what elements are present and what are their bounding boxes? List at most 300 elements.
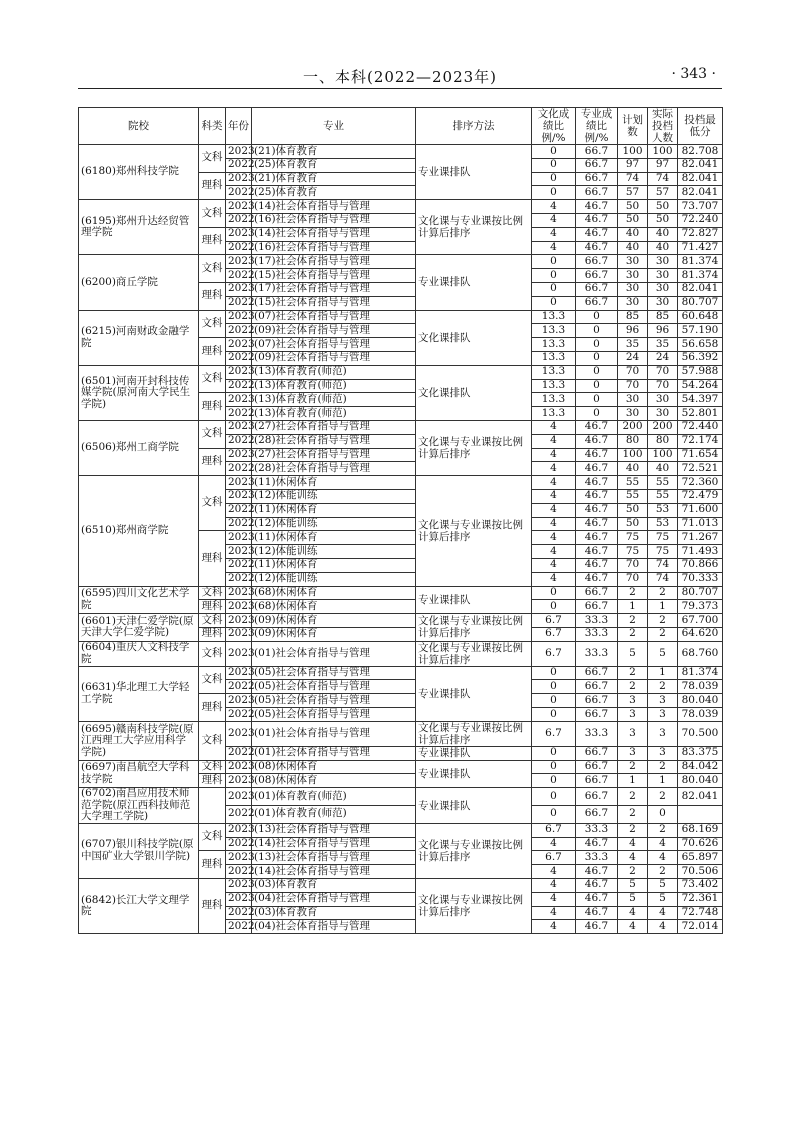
plan-count-cell: 97 <box>618 158 648 172</box>
major-ratio-cell: 66.7 <box>576 760 618 774</box>
actual-count-cell: 53 <box>648 517 678 531</box>
actual-count-cell: 75 <box>648 545 678 559</box>
year-cell: 2022 <box>226 572 252 586</box>
col-header-category: 科类 <box>199 108 226 145</box>
actual-count-cell: 35 <box>648 338 678 352</box>
min-score-cell: 72.014 <box>678 920 723 934</box>
sort-method-cell: 文化课与专业课按比例计算后排序 <box>416 476 532 586</box>
school-name-cell: (6631)华北理工大学轻工学院 <box>79 666 199 721</box>
category-cell: 理科 <box>199 774 226 788</box>
min-score-cell: 72.521 <box>678 462 723 476</box>
major-ratio-cell: 46.7 <box>576 462 618 476</box>
plan-count-cell: 80 <box>618 434 648 448</box>
school-name-cell: (6595)四川文化艺术学院 <box>79 586 199 614</box>
major-ratio-cell: 46.7 <box>576 837 618 851</box>
actual-count-cell: 57 <box>648 186 678 200</box>
header-rule <box>78 88 722 89</box>
year-cell: 2022 <box>226 462 252 476</box>
culture-ratio-cell: 4 <box>532 906 576 920</box>
actual-count-cell: 80 <box>648 434 678 448</box>
major-cell: (14)社会体育指导与管理 <box>252 200 416 214</box>
year-cell: 2023 <box>226 641 252 666</box>
min-score-cell: 71.493 <box>678 545 723 559</box>
min-score-cell: 72.827 <box>678 227 723 241</box>
category-cell: 理科 <box>199 393 226 421</box>
major-ratio-cell: 46.7 <box>576 892 618 906</box>
category-cell: 文科 <box>199 721 226 760</box>
year-cell: 2022 <box>226 434 252 448</box>
major-ratio-cell: 66.7 <box>576 296 618 310</box>
actual-count-cell: 4 <box>648 906 678 920</box>
major-ratio-cell: 46.7 <box>576 865 618 879</box>
actual-count-cell: 74 <box>648 172 678 186</box>
major-cell: (09)休闲体育 <box>252 614 416 628</box>
plan-count-cell: 40 <box>618 227 648 241</box>
year-cell: 2022 <box>226 517 252 531</box>
category-cell: 文科 <box>199 200 226 228</box>
sort-method-cell: 专业课排队 <box>416 746 532 760</box>
plan-count-cell: 2 <box>618 806 648 824</box>
actual-count-cell: 30 <box>648 282 678 296</box>
category-cell <box>199 788 226 824</box>
school-name-cell: (6215)河南财政金融学院 <box>79 310 199 365</box>
year-cell: 2023 <box>226 365 252 379</box>
actual-count-cell: 40 <box>648 462 678 476</box>
culture-ratio-cell: 4 <box>532 572 576 586</box>
min-score-cell: 82.041 <box>678 788 723 806</box>
major-cell: (13)体育教育(师范) <box>252 393 416 407</box>
min-score-cell: 72.174 <box>678 434 723 448</box>
min-score-cell: 57.988 <box>678 365 723 379</box>
min-score-cell: 73.402 <box>678 878 723 892</box>
min-score-cell: 70.500 <box>678 721 723 746</box>
actual-count-cell: 5 <box>648 641 678 666</box>
actual-count-cell: 3 <box>648 721 678 746</box>
culture-ratio-cell: 4 <box>532 227 576 241</box>
category-cell: 文科 <box>199 760 226 774</box>
major-cell: (12)体能训练 <box>252 489 416 503</box>
culture-ratio-cell: 0 <box>532 788 576 806</box>
major-ratio-cell: 66.7 <box>576 788 618 806</box>
major-cell: (08)休闲体育 <box>252 760 416 774</box>
major-ratio-cell: 46.7 <box>576 489 618 503</box>
actual-count-cell: 2 <box>648 788 678 806</box>
table-row <box>79 586 723 600</box>
major-cell: (14)社会体育指导与管理 <box>252 865 416 879</box>
min-score-cell: 80.707 <box>678 296 723 310</box>
plan-count-cell: 5 <box>618 878 648 892</box>
min-score-cell: 81.374 <box>678 255 723 269</box>
year-cell: 2023 <box>226 255 252 269</box>
major-ratio-cell: 46.7 <box>576 531 618 545</box>
actual-count-cell: 85 <box>648 310 678 324</box>
actual-count-cell: 2 <box>648 614 678 628</box>
min-score-cell: 82.041 <box>678 158 723 172</box>
actual-count-cell: 30 <box>648 255 678 269</box>
actual-count-cell: 24 <box>648 351 678 365</box>
min-score-cell: 78.039 <box>678 708 723 722</box>
actual-count-cell: 3 <box>648 708 678 722</box>
actual-count-cell: 55 <box>648 476 678 490</box>
plan-count-cell: 74 <box>618 172 648 186</box>
year-cell: 2023 <box>226 420 252 434</box>
year-cell: 2022 <box>226 296 252 310</box>
culture-ratio-cell: 4 <box>532 878 576 892</box>
major-cell: (09)社会体育指导与管理 <box>252 324 416 338</box>
plan-count-cell: 55 <box>618 489 648 503</box>
major-cell: (05)社会体育指导与管理 <box>252 680 416 694</box>
major-cell: (11)休闲体育 <box>252 531 416 545</box>
year-cell: 2023 <box>226 476 252 490</box>
plan-count-cell: 2 <box>618 865 648 879</box>
culture-ratio-cell: 4 <box>532 241 576 255</box>
category-cell: 文科 <box>199 255 226 283</box>
major-cell: (05)社会体育指导与管理 <box>252 694 416 708</box>
table-row <box>79 878 723 892</box>
min-score-cell: 73.707 <box>678 200 723 214</box>
actual-count-cell: 1 <box>648 774 678 788</box>
major-ratio-cell: 46.7 <box>576 545 618 559</box>
min-score-cell: 83.375 <box>678 746 723 760</box>
actual-count-cell: 2 <box>648 760 678 774</box>
year-cell: 2022 <box>226 324 252 338</box>
major-ratio-cell: 66.7 <box>576 186 618 200</box>
col-header-plan: 计划数 <box>618 108 648 145</box>
actual-count-cell: 30 <box>648 393 678 407</box>
plan-count-cell: 3 <box>618 694 648 708</box>
actual-count-cell: 55 <box>648 489 678 503</box>
culture-ratio-cell: 0 <box>532 269 576 283</box>
major-cell: (13)体育教育(师范) <box>252 407 416 421</box>
plan-count-cell: 57 <box>618 186 648 200</box>
plan-count-cell: 3 <box>618 708 648 722</box>
major-cell: (05)社会体育指导与管理 <box>252 708 416 722</box>
year-cell: 2023 <box>226 172 252 186</box>
school-name-cell: (6510)郑州商学院 <box>79 476 199 586</box>
plan-count-cell: 30 <box>618 282 648 296</box>
page-title: 一、本科(2022—2023年) <box>302 68 498 86</box>
category-cell: 文科 <box>199 420 226 448</box>
culture-ratio-cell: 4 <box>532 489 576 503</box>
table-row <box>79 641 723 666</box>
major-ratio-cell: 66.7 <box>576 774 618 788</box>
major-cell: (28)社会体育指导与管理 <box>252 434 416 448</box>
min-score-cell: 52.801 <box>678 407 723 421</box>
sort-method-cell: 文化课排队 <box>416 365 532 420</box>
plan-count-cell: 30 <box>618 255 648 269</box>
category-cell: 文科 <box>199 365 226 393</box>
major-cell: (25)体育教育 <box>252 186 416 200</box>
major-cell: (07)社会体育指导与管理 <box>252 310 416 324</box>
major-cell: (01)社会体育指导与管理 <box>252 746 416 760</box>
col-header-year: 年份 <box>226 108 252 145</box>
year-cell: 2022 <box>226 186 252 200</box>
category-cell: 理科 <box>199 531 226 586</box>
min-score-cell: 72.748 <box>678 906 723 920</box>
plan-count-cell: 96 <box>618 324 648 338</box>
actual-count-cell: 30 <box>648 407 678 421</box>
major-cell: (03)体育教育 <box>252 906 416 920</box>
min-score-cell: 72.360 <box>678 476 723 490</box>
category-cell: 文科 <box>199 641 226 666</box>
plan-count-cell: 4 <box>618 906 648 920</box>
plan-count-cell: 50 <box>618 503 648 517</box>
min-score-cell: 71.600 <box>678 503 723 517</box>
culture-ratio-cell: 4 <box>532 420 576 434</box>
col-header-major: 专业 <box>252 108 416 145</box>
major-ratio-cell: 46.7 <box>576 920 618 934</box>
year-cell: 2023 <box>226 489 252 503</box>
category-cell: 理科 <box>199 694 226 722</box>
major-ratio-cell: 46.7 <box>576 434 618 448</box>
year-cell: 2023 <box>226 586 252 600</box>
year-cell: 2023 <box>226 200 252 214</box>
school-name-cell: (6697)南昌航空大学科技学院 <box>79 760 199 788</box>
culture-ratio-cell: 13.3 <box>532 365 576 379</box>
table-row <box>79 365 723 379</box>
major-ratio-cell: 66.7 <box>576 806 618 824</box>
year-cell: 2023 <box>226 760 252 774</box>
min-score-cell: 72.479 <box>678 489 723 503</box>
actual-count-cell: 40 <box>648 241 678 255</box>
plan-count-cell: 3 <box>618 721 648 746</box>
major-cell: (09)社会体育指导与管理 <box>252 351 416 365</box>
major-cell: (11)休闲体育 <box>252 476 416 490</box>
actual-count-cell: 2 <box>648 680 678 694</box>
culture-ratio-cell: 0 <box>532 680 576 694</box>
culture-ratio-cell: 6.7 <box>532 823 576 837</box>
actual-count-cell: 2 <box>648 586 678 600</box>
plan-count-cell: 2 <box>618 586 648 600</box>
sort-method-cell: 文化课与专业课按比例计算后排序 <box>416 200 532 255</box>
plan-count-cell: 40 <box>618 462 648 476</box>
category-cell: 文科 <box>199 614 226 628</box>
school-name-cell: (6702)南昌应用技术师范学院(原江西科技师范大学理工学院) <box>79 788 199 824</box>
actual-count-cell: 200 <box>648 420 678 434</box>
major-cell: (01)社会体育指导与管理 <box>252 721 416 746</box>
min-score-cell: 80.040 <box>678 694 723 708</box>
major-cell: (12)体能训练 <box>252 517 416 531</box>
actual-count-cell: 50 <box>648 213 678 227</box>
category-cell: 理科 <box>199 627 226 641</box>
major-cell: (11)休闲体育 <box>252 558 416 572</box>
major-ratio-cell: 46.7 <box>576 878 618 892</box>
plan-count-cell: 30 <box>618 407 648 421</box>
culture-ratio-cell: 6.7 <box>532 627 576 641</box>
major-cell: (01)体育教育(师范) <box>252 806 416 824</box>
actual-count-cell: 75 <box>648 531 678 545</box>
culture-ratio-cell: 13.3 <box>532 310 576 324</box>
actual-count-cell: 0 <box>648 806 678 824</box>
category-cell: 理科 <box>199 851 226 879</box>
category-cell: 文科 <box>199 310 226 338</box>
actual-count-cell: 5 <box>648 878 678 892</box>
major-cell: (25)体育教育 <box>252 158 416 172</box>
major-ratio-cell: 33.3 <box>576 851 618 865</box>
year-cell: 2023 <box>226 878 252 892</box>
year-cell: 2023 <box>226 614 252 628</box>
plan-count-cell: 100 <box>618 145 648 159</box>
major-ratio-cell: 0 <box>576 338 618 352</box>
major-ratio-cell: 46.7 <box>576 476 618 490</box>
school-name-cell: (6695)赣南科技学院(原江西理工大学应用科学学院) <box>79 721 199 760</box>
culture-ratio-cell: 4 <box>532 545 576 559</box>
actual-count-cell: 100 <box>648 448 678 462</box>
culture-ratio-cell: 6.7 <box>532 721 576 746</box>
min-score-cell: 67.700 <box>678 614 723 628</box>
year-cell: 2022 <box>226 906 252 920</box>
major-cell: (09)休闲体育 <box>252 627 416 641</box>
sort-method-cell: 文化课与专业课按比例计算后排序 <box>416 721 532 746</box>
sort-method-cell: 专业课排队 <box>416 760 532 788</box>
actual-count-cell: 30 <box>648 296 678 310</box>
category-cell: 文科 <box>199 666 226 694</box>
sort-method-cell: 文化课与专业课按比例计算后排序 <box>416 878 532 933</box>
plan-count-cell: 5 <box>618 641 648 666</box>
plan-count-cell: 100 <box>618 448 648 462</box>
min-score-cell: 65.897 <box>678 851 723 865</box>
major-cell: (21)体育教育 <box>252 172 416 186</box>
culture-ratio-cell: 4 <box>532 213 576 227</box>
major-ratio-cell: 46.7 <box>576 906 618 920</box>
table-row <box>79 788 723 806</box>
school-name-cell: (6601)天津仁爱学院(原天津大学仁爱学院) <box>79 614 199 642</box>
table-row <box>79 310 723 324</box>
major-ratio-cell: 46.7 <box>576 448 618 462</box>
category-cell: 理科 <box>199 448 226 476</box>
culture-ratio-cell: 4 <box>532 892 576 906</box>
year-cell: 2022 <box>226 351 252 365</box>
year-cell: 2022 <box>226 269 252 283</box>
plan-count-cell: 85 <box>618 310 648 324</box>
actual-count-cell: 4 <box>648 920 678 934</box>
year-cell: 2023 <box>226 627 252 641</box>
major-ratio-cell: 33.3 <box>576 721 618 746</box>
actual-count-cell: 70 <box>648 379 678 393</box>
min-score-cell: 80.040 <box>678 774 723 788</box>
major-ratio-cell: 66.7 <box>576 694 618 708</box>
plan-count-cell: 3 <box>618 746 648 760</box>
major-ratio-cell: 46.7 <box>576 503 618 517</box>
year-cell: 2022 <box>226 837 252 851</box>
sort-method-cell: 专业课排队 <box>416 666 532 721</box>
culture-ratio-cell: 13.3 <box>532 407 576 421</box>
major-cell: (17)社会体育指导与管理 <box>252 255 416 269</box>
table-row <box>79 145 723 159</box>
plan-count-cell: 35 <box>618 338 648 352</box>
plan-count-cell: 2 <box>618 788 648 806</box>
major-ratio-cell: 66.7 <box>576 666 618 680</box>
plan-count-cell: 4 <box>618 920 648 934</box>
culture-ratio-cell: 0 <box>532 172 576 186</box>
sort-method-cell: 文化课与专业课按比例计算后排序 <box>416 420 532 475</box>
sort-method-cell: 文化课与专业课按比例计算后排序 <box>416 823 532 878</box>
year-cell: 2023 <box>226 823 252 837</box>
year-cell: 2023 <box>226 721 252 746</box>
major-ratio-cell: 0 <box>576 379 618 393</box>
major-ratio-cell: 33.3 <box>576 823 618 837</box>
year-cell: 2023 <box>226 545 252 559</box>
plan-count-cell: 70 <box>618 572 648 586</box>
plan-count-cell: 30 <box>618 296 648 310</box>
culture-ratio-cell: 0 <box>532 774 576 788</box>
major-cell: (05)社会体育指导与管理 <box>252 666 416 680</box>
actual-count-cell: 100 <box>648 145 678 159</box>
school-name-cell: (6707)银川科技学院(原中国矿业大学银川学院) <box>79 823 199 878</box>
culture-ratio-cell: 13.3 <box>532 351 576 365</box>
year-cell: 2022 <box>226 407 252 421</box>
year-cell: 2023 <box>226 227 252 241</box>
sort-method-cell: 专业课排队 <box>416 586 532 614</box>
culture-ratio-cell: 6.7 <box>532 851 576 865</box>
school-name-cell: (6180)郑州科技学院 <box>79 145 199 200</box>
min-score-cell: 54.397 <box>678 393 723 407</box>
min-score-cell: 72.240 <box>678 213 723 227</box>
culture-ratio-cell: 4 <box>532 558 576 572</box>
major-cell: (14)社会体育指导与管理 <box>252 227 416 241</box>
year-cell: 2022 <box>226 379 252 393</box>
actual-count-cell: 2 <box>648 627 678 641</box>
col-header-method: 排序方法 <box>416 108 532 145</box>
year-cell: 2022 <box>226 241 252 255</box>
major-cell: (12)体能训练 <box>252 545 416 559</box>
major-ratio-cell: 46.7 <box>576 420 618 434</box>
culture-ratio-cell: 4 <box>532 531 576 545</box>
major-ratio-cell: 0 <box>576 365 618 379</box>
actual-count-cell: 1 <box>648 600 678 614</box>
page-number: · 343 · <box>671 66 716 82</box>
school-name-cell: (6506)郑州工商学院 <box>79 420 199 475</box>
category-cell: 文科 <box>199 823 226 851</box>
min-score-cell: 84.042 <box>678 760 723 774</box>
table-header-row <box>79 108 723 145</box>
culture-ratio-cell: 0 <box>532 586 576 600</box>
min-score-cell: 79.373 <box>678 600 723 614</box>
major-cell: (07)社会体育指导与管理 <box>252 338 416 352</box>
actual-count-cell: 2 <box>648 823 678 837</box>
plan-count-cell: 50 <box>618 517 648 531</box>
year-cell: 2022 <box>226 213 252 227</box>
table-row <box>79 476 723 490</box>
major-ratio-cell: 66.7 <box>576 282 618 296</box>
major-cell: (01)社会体育指导与管理 <box>252 641 416 666</box>
min-score-cell: 78.039 <box>678 680 723 694</box>
actual-count-cell: 1 <box>648 666 678 680</box>
plan-count-cell: 70 <box>618 558 648 572</box>
plan-count-cell: 1 <box>618 774 648 788</box>
plan-count-cell: 40 <box>618 241 648 255</box>
major-ratio-cell: 66.7 <box>576 600 618 614</box>
school-name-cell: (6604)重庆人文科技学院 <box>79 641 199 666</box>
culture-ratio-cell: 0 <box>532 746 576 760</box>
culture-ratio-cell: 4 <box>532 476 576 490</box>
major-ratio-cell: 66.7 <box>576 680 618 694</box>
culture-ratio-cell: 0 <box>532 694 576 708</box>
min-score-cell: 72.361 <box>678 892 723 906</box>
school-name-cell: (6501)河南开封科技传媒学院(原河南大学民生学院) <box>79 365 199 420</box>
culture-ratio-cell: 4 <box>532 462 576 476</box>
actual-count-cell: 2 <box>648 865 678 879</box>
plan-count-cell: 30 <box>618 269 648 283</box>
min-score-cell: 71.427 <box>678 241 723 255</box>
table-body <box>79 145 723 934</box>
table-row <box>79 420 723 434</box>
school-name-cell: (6195)郑州升达经贸管理学院 <box>79 200 199 255</box>
min-score-cell: 72.440 <box>678 420 723 434</box>
sort-method-cell: 文化课与专业课按比例计算后排序 <box>416 641 532 666</box>
plan-count-cell: 75 <box>618 531 648 545</box>
major-cell: (12)体能训练 <box>252 572 416 586</box>
